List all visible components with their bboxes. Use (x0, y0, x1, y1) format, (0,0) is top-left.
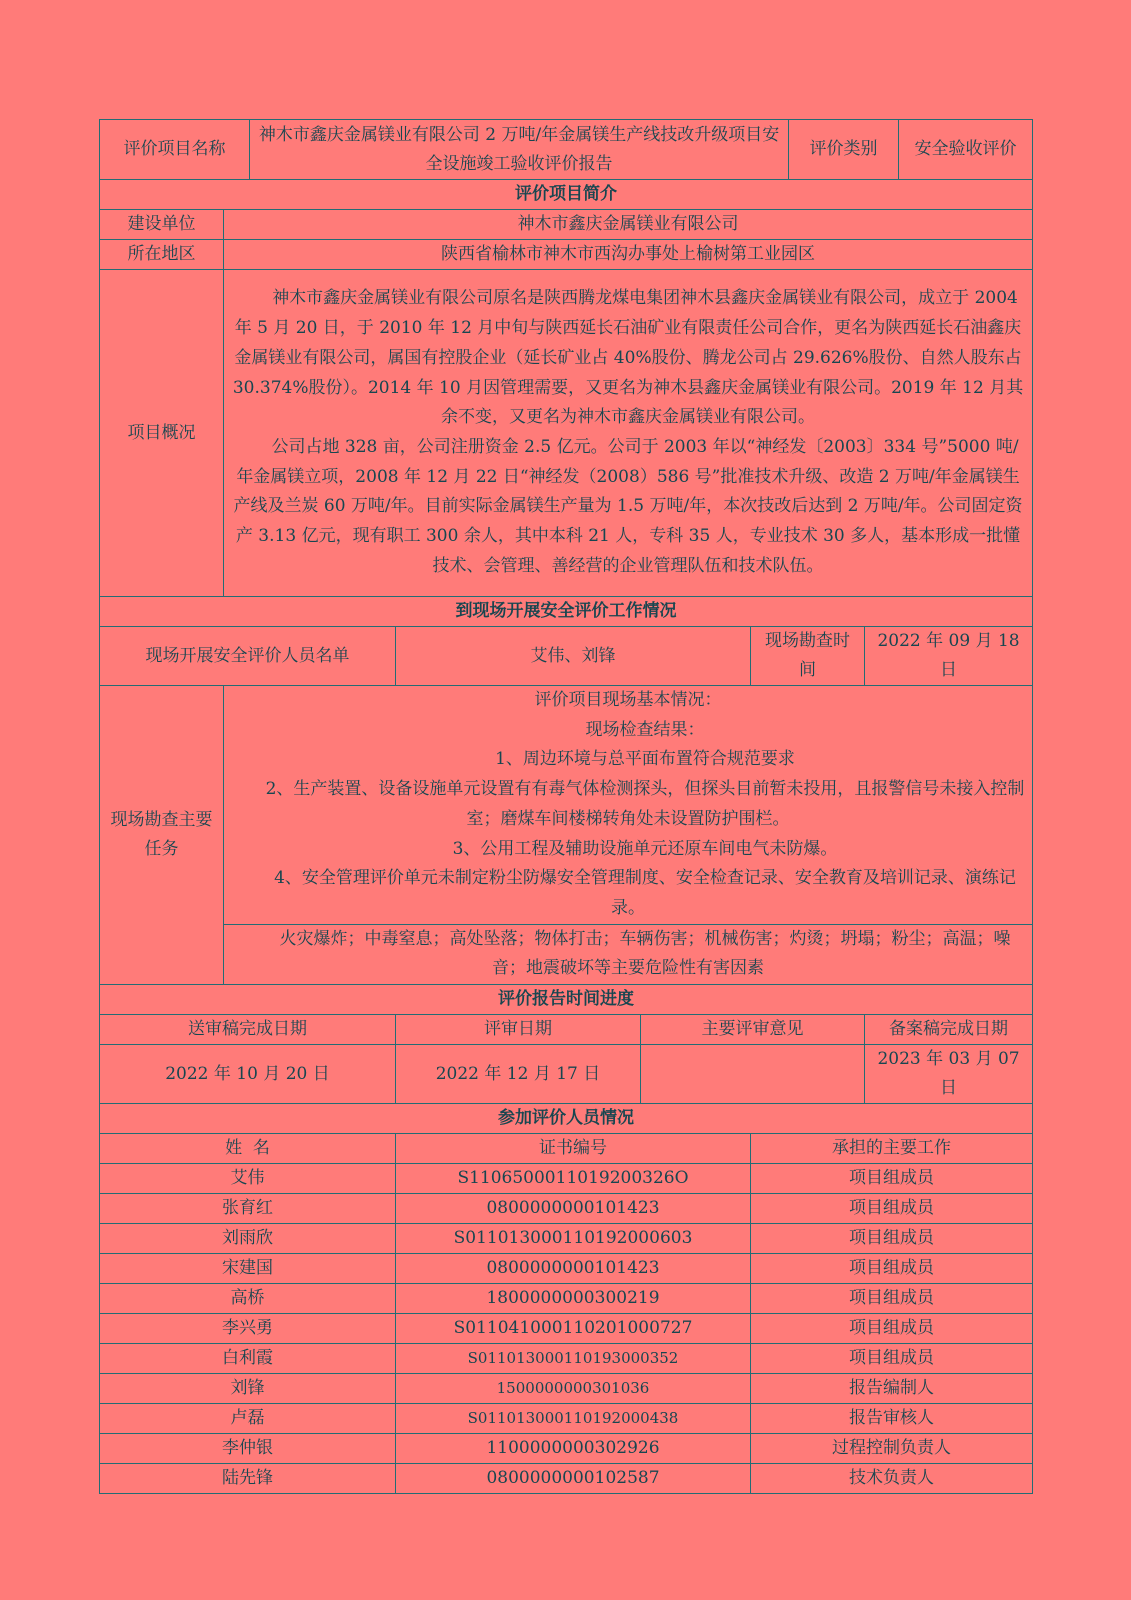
site-staff-label: 现场开展安全评价人员名单 (100, 627, 396, 686)
staff-name: 宋建国 (100, 1254, 396, 1284)
schedule-value: 2022 年 12 月 17 日 (396, 1045, 641, 1104)
schedule-header-row (100, 1015, 1033, 1045)
schedule-header: 评审日期 (396, 1015, 641, 1045)
staff-name: 艾伟 (100, 1164, 396, 1194)
staff-cert: 0800000000101423 (396, 1254, 751, 1284)
task-item: 4、安全管理评价单元未制定粉尘防爆安全管理制度、安全检查记录、安全教育及培训记录、演练记录。 (274, 868, 1016, 918)
overview-text (224, 270, 1033, 597)
staff-cert: 1500000000301036 (396, 1374, 751, 1404)
staff-row (100, 1284, 1033, 1314)
site-staff-value: 艾伟、刘锋 (396, 627, 751, 686)
overview-paragraph-2: 公司占地 328 亩，公司注册资金 2.5 亿元。公司于 2003 年以“神经发〔2003〕334 号”5000 吨/年金属镁立项，2008 年 12 月 22 日“神经发（2008）586 号”批准技术升级、改造 2 万吨/年金属镁生产线及兰炭 60 万吨/年。目前实际金属镁生产量为 1.5 万吨/年，本次技改后达到 2 万吨/年。公司固定资产 3.13 亿元，现有职工 300 余人，其中本科 21 人，专科 35 人，专业技术 30 多人，基本形成一批懂技术、会管理、善经营的企业管理队伍和技术队伍。 (233, 437, 1023, 576)
builder-label: 建设单位 (100, 210, 224, 240)
project-name-value: 神木市鑫庆金属镁业有限公司 2 万吨/年金属镁生产线技改升级项目安全设施竣工验收评价报告 (250, 120, 789, 180)
hazards-text (224, 924, 1033, 984)
staff-header: 证书编号 (396, 1134, 751, 1164)
staff-cert: 0800000000102587 (396, 1464, 751, 1494)
schedule-header: 主要评审意见 (641, 1015, 865, 1045)
task-item: 3、公用工程及辅助设施单元还原车间电气未防爆。 (452, 838, 838, 859)
staff-section-title: 参加评价人员情况 (100, 1104, 1033, 1134)
staff-role: 项目组成员 (751, 1164, 1033, 1194)
staff-role: 项目组成员 (751, 1254, 1033, 1284)
staff-cert: S011013000110193000352 (396, 1344, 751, 1374)
hazards-list: 火灾爆炸；中毒窒息；高处坠落；物体打击；车辆伤害；机械伤害；灼烫；坍塌；粉尘；高温；噪音；地震破坏等主要危险性有害因素 (279, 928, 1011, 979)
staff-name: 刘锋 (100, 1374, 396, 1404)
staff-cert: 1100000000302926 (396, 1434, 751, 1464)
staff-name: 刘雨欣 (100, 1224, 396, 1254)
staff-cert: 0800000000101423 (396, 1194, 751, 1224)
staff-row (100, 1314, 1033, 1344)
staff-role: 过程控制负责人 (751, 1434, 1033, 1464)
schedule-header: 送审稿完成日期 (100, 1015, 396, 1045)
overview-label: 项目概况 (100, 270, 224, 597)
tasks-result: 现场检查结果： (585, 719, 705, 740)
staff-role: 报告编制人 (751, 1374, 1033, 1404)
staff-name: 李兴勇 (100, 1314, 396, 1344)
staff-cert: S011041000110201000727 (396, 1314, 751, 1344)
staff-name: 李仲银 (100, 1434, 396, 1464)
staff-role: 项目组成员 (751, 1224, 1033, 1254)
staff-cert: 1800000000300219 (396, 1284, 751, 1314)
evaluation-type-label: 评价类别 (789, 120, 899, 180)
site-time-label: 现场勘查时间 (751, 627, 865, 686)
staff-role: 技术负责人 (751, 1464, 1033, 1494)
staff-row (100, 1344, 1033, 1374)
staff-cert: S011013000110192000603 (396, 1224, 751, 1254)
site-time-value: 2022 年 09 月 18 日 (865, 627, 1033, 686)
schedule-value (641, 1045, 865, 1104)
staff-header: 承担的主要工作 (751, 1134, 1033, 1164)
intro-section-title: 评价项目简介 (100, 180, 1033, 210)
builder-value: 神木市鑫庆金属镁业有限公司 (224, 210, 1033, 240)
staff-cert: S011013000110192000438 (396, 1404, 751, 1434)
schedule-header: 备案稿完成日期 (865, 1015, 1033, 1045)
staff-role: 项目组成员 (751, 1344, 1033, 1374)
tasks-intro: 评价项目现场基本情况： (534, 690, 722, 710)
staff-row (100, 1404, 1033, 1434)
location-value: 陕西省榆林市神木市西沟办事处上榆树第工业园区 (224, 240, 1033, 270)
staff-role: 项目组成员 (751, 1314, 1033, 1344)
site-tasks-text (224, 686, 1033, 925)
project-name-label: 评价项目名称 (100, 120, 250, 180)
site-tasks-label: 现场勘查主要任务 (100, 686, 224, 985)
staff-role: 项目组成员 (751, 1194, 1033, 1224)
staff-name: 高桥 (100, 1284, 396, 1314)
location-label: 所在地区 (100, 240, 224, 270)
staff-name: 白利霞 (100, 1344, 396, 1374)
schedule-value: 2022 年 10 月 20 日 (100, 1045, 396, 1104)
staff-cert: S1106500011019200326O (396, 1164, 751, 1194)
schedule-value-row (100, 1045, 1033, 1104)
evaluation-info-table (99, 119, 1033, 1494)
evaluation-type-value: 安全验收评价 (899, 120, 1033, 180)
staff-header-row (100, 1134, 1033, 1164)
staff-row (100, 1434, 1033, 1464)
staff-row (100, 1224, 1033, 1254)
staff-role: 报告审核人 (751, 1404, 1033, 1434)
schedule-value: 2023 年 03 月 07 日 (865, 1045, 1033, 1104)
staff-name: 张育红 (100, 1194, 396, 1224)
staff-row (100, 1164, 1033, 1194)
task-item: 2、生产装置、设备设施单元设置有有毒气体检测探头，但探头目前暂未投用，且报警信号未接入控制室；磨煤车间楼梯转角处未设置防护围栏。 (265, 779, 1025, 829)
staff-name: 卢磊 (100, 1404, 396, 1434)
site-section-title: 到现场开展安全评价工作情况 (100, 597, 1033, 627)
staff-row (100, 1254, 1033, 1284)
staff-role: 项目组成员 (751, 1284, 1033, 1314)
overview-paragraph-1: 神木市鑫庆金属镁业有限公司原名是陕西腾龙煤电集团神木县鑫庆金属镁业有限公司，成立于 2004 年 5 月 20 日，于 2010 年 12 月中旬与陕西延长石油矿业有限责任公司合作，更名为陕西延长石油鑫庆金属镁业有限公司，属国有控股企业（延长矿业占 40%股份、腾龙公司占 29.626%股份、自然人股东占 30.374%股份）。2014 年 10 月因管理需要，又更名为神木县鑫庆金属镁业有限公司。2019 年 12 月其余不变，又更名为神木市鑫庆金属镁业有限公司。 (232, 288, 1024, 428)
task-item: 1、周边环境与总平面布置符合规范要求 (495, 749, 795, 770)
staff-row (100, 1194, 1033, 1224)
staff-name: 陆先锋 (100, 1464, 396, 1494)
staff-row (100, 1464, 1033, 1494)
staff-header: 姓 名 (100, 1134, 396, 1164)
header-row (100, 120, 1033, 180)
schedule-section-title: 评价报告时间进度 (100, 985, 1033, 1015)
staff-row (100, 1374, 1033, 1404)
